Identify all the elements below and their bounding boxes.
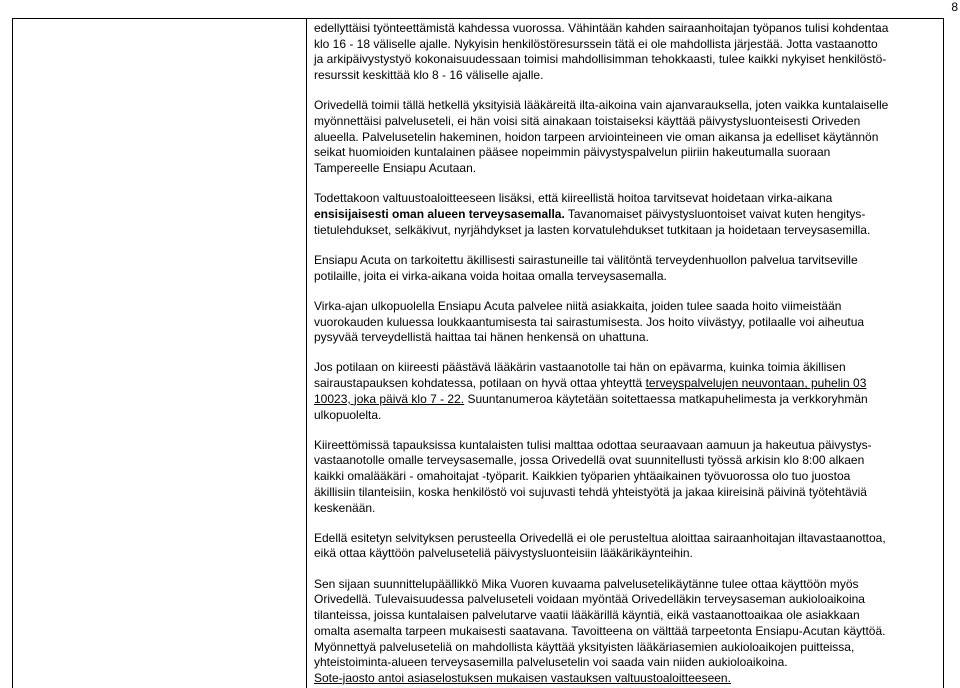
text-line: tilanteissa, joissa kuntalaisen palvelutarve vaatii lääkärillä käyntiä, eikä vastaanottoaikaa ole asiakkaan: [314, 608, 860, 623]
text-line: kaikki omalääkäri - omahoitajat -työparit. Kaikkien työparien yhtäaikainen työvuorossa olo tuo juostoa: [314, 469, 851, 484]
text-line: tietulehdukset, selkäkivut, nyrjähdykset ja lasten korvatulehdukset tutkitaan ja hoidetaan terveysasemilla.: [314, 222, 871, 237]
paragraph-7: [314, 438, 940, 517]
underlined-decision: Sote-jaosto antoi asiaselostuksen mukaisen vastauksen valtuustoaloitteeseen.: [314, 670, 731, 685]
text-line: sairaustapauksen kohdatessa, potilaan on hyvä ottaa yhteyttä: [314, 376, 646, 391]
text-line: potilaille, joita ei virka-aikana voida hoitaa omalla terveysasemalla.: [314, 268, 667, 283]
text-line: Jos potilaan on kiireesti päästävä lääkärin vastaanotolle tai hän on epävarma, kuinka toimia äkillisen: [314, 360, 846, 375]
text-line: seikat huomioiden kuntalainen pääsee nopeimmin päivystyspalvelun piiriin hakeutumalla suoraan: [314, 145, 831, 160]
text-line: äkillisiin tilanteisiin, koska henkilöstö voi sujuvasti tehdä yhteistyötä ja jakaa kiireisinä päivinä työtehtäviä: [314, 484, 867, 499]
page-number: 8: [951, 0, 958, 14]
paragraph-9: [314, 577, 940, 687]
underlined-phone-info: terveyspalvelujen neuvontaan, puhelin 03: [645, 376, 867, 391]
paragraph-3: [314, 191, 940, 238]
left-column-top-rule: [12, 18, 306, 19]
paragraph-4: [314, 253, 940, 284]
paragraph-1: [314, 21, 940, 84]
text-line: Edellä esitetyn selvityksen perusteella Orivedellä ei ole perusteltua aloittaa sairaanhoitajan iltavastaanottoa,: [314, 530, 886, 545]
text-line: alueella. Palvelusetelin hakeminen, hoidon tarpeen arviointeineen vie oman aikansa ja edelliset käytännön: [314, 129, 879, 144]
text-line: ulkopuolelta.: [314, 407, 382, 422]
text-line: myönnettäisi palveluseteli, ei hän voisi sitä ainakaan toistaiseksi käyttää päivystysluonteisesti Oriveden: [314, 114, 861, 129]
text-line: vastaanotolle omalle terveysasemalle, jossa Orivedellä ovat suunnitellusti työssä arkisin klo 8:00 alkaen: [314, 453, 865, 468]
text-line: ja arkipäivystystyö kokonaisuudessaan toimisi mahdollisimman tehokkaasti, tulee kaikki nykyiset henkilöstö-: [314, 52, 887, 67]
underlined-phone-hours: 10023, joka päivä klo 7 - 22.: [314, 391, 465, 406]
text-line: resurssit keskittää klo 8 - 16 väliselle ajalle.: [314, 68, 544, 83]
bold-emphasis: ensisijaisesti oman alueen terveysasemalla.: [314, 207, 565, 222]
text-line: Sen sijaan suunnittelupäällikkö Mika Vuoren kuvaama palvelusetelikäytänne tulee ottaa käyttöön myös: [314, 576, 859, 591]
paragraph-6: [314, 360, 940, 423]
text-line: yhteistoiminta-alueen terveysasemilla palvelusetelin voi saada vain niiden aukioloaikoina.: [314, 655, 788, 670]
paragraph-2: [314, 98, 940, 177]
text-line: Virka-ajan ulkopuolella Ensiapu Acuta palvelee niitä asiakkaita, joiden tulee saada hoito viimeistään: [314, 298, 842, 313]
text-line: omalta asemalta tarpeen mukaisesti saatavana. Tavoitteena on välttää tarpeetonta Ensiapu-Acutan käyttöä.: [314, 623, 886, 638]
text-line: Orivedellä. Tulevaisuudessa palveluseteli voidaan myöntää Orivedelläkin terveysaseman aukioloaikoina: [314, 592, 865, 607]
text-line: Tampereelle Ensiapu Acutaan.: [314, 161, 477, 176]
text-line: keskenään.: [314, 500, 376, 515]
text-line: eikä ottaa käyttöön palveluseteliä päivystysluonteisiin lääkärikäynteihin.: [314, 546, 693, 561]
text-line: Todettakoon valtuustoaloitteeseen lisäksi, että kiireellistä hoitoa tarvitsevat hoidetaan virka-aikana: [314, 191, 833, 206]
text-line: klo 16 - 18 väliselle ajalle. Nykyisin henkilöstöresurssein tätä ei ole mahdollista järjestää. Jotta vastaanotto: [314, 36, 878, 51]
paragraph-8: [314, 531, 940, 562]
text-line: edellyttäisi työnteettämistä kahdessa vuorossa. Vähintään kahden sairaanhoitajan työpanos tulisi kohdentaa: [314, 21, 889, 35]
text-line: Orivedellä toimii tällä hetkellä yksityisiä lääkäreitä ilta-aikoina vain ajanvarauksella, joten vaikka kuntalaiselle: [314, 98, 889, 113]
text-line: Suuntanumeroa käytetään soitettaessa matkapuhelimesta ja verkkoryhmän: [464, 391, 868, 406]
left-column-rule: [12, 18, 13, 688]
text-line: pysyvää terveydellistä haittaa tai hänen henkensä on uhattuna.: [314, 330, 649, 345]
text-line: vuorokauden kuluessa loukkaantumisesta tai sairastumisesta. Jos hoito viivästyy, potilaalle voi aiheutua: [314, 314, 865, 329]
text-line: Kiireettömissä tapauksissa kuntalaisten tulisi malttaa odottaa seuraavaan aamuun ja hakeutua päivystys-: [314, 437, 872, 452]
text-line: Tavanomaiset päivystysluontoiset vaivat kuten hengitys-: [564, 207, 866, 222]
text-line: Ensiapu Acuta on tarkoitettu äkillisesti sairastuneille tai välitöntä terveydenhuollon palvelua tarvitseville: [314, 252, 858, 267]
document-body: [314, 21, 940, 687]
text-line: Myönnettyä palveluseteliä on mahdollista käyttää yksityisten lääkäriasemien aukioloaikojen puitteissa,: [314, 639, 855, 654]
paragraph-5: [314, 299, 940, 346]
